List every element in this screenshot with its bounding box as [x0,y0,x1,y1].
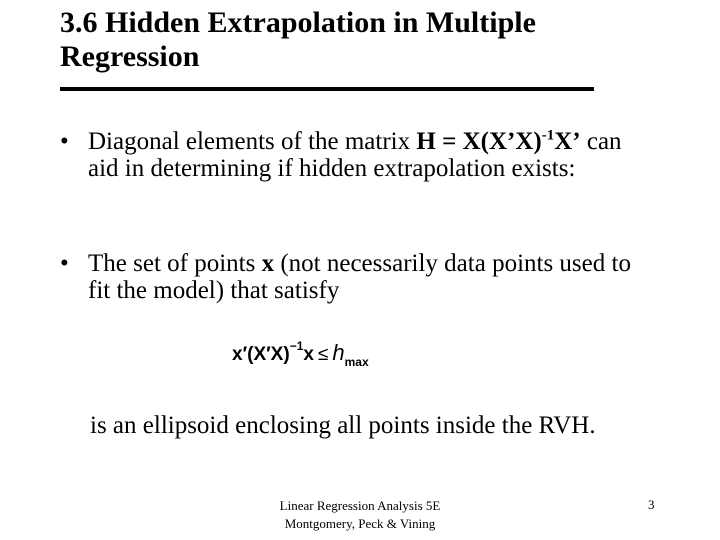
page-number: 3 [648,497,655,512]
bullet-text-2 [88,250,648,304]
formula-lhs: x′(X′X) [232,344,290,365]
bullet-2-rest: (not necessarily data points used to fit the model) that satisfy [88,250,631,304]
slide-title-line-2: Regression [60,40,200,73]
bullet-marker: • [60,128,69,155]
hat-matrix-exponent: -1 [541,127,555,144]
slide-title-line-1: 3.6 Hidden Extrapolation in Multiple [60,6,536,39]
formula-subscript: max [344,355,369,369]
formula-exponent: −1 [289,339,304,353]
ellipsoid-formula [232,340,369,369]
footer-line-2: Montgomery, Peck & Vining [284,516,436,531]
footer-line-1: Linear Regression Analysis 5E [279,498,441,513]
title-underline [60,87,594,91]
formula-x: x [303,344,314,365]
bold-x: x [261,250,275,277]
slide-title [60,6,680,74]
bullet-marker: • [60,250,69,277]
footer-citation [240,497,480,533]
bullet-2-continuation: is an ellipsoid enclosing all points inside the RVH. [90,412,596,439]
hat-matrix-tail: X’ [554,128,581,155]
bullet-text-1 [88,128,648,182]
bullet-2-prefix: The set of points [88,250,262,277]
hat-matrix-expression: H = X(X’X) [416,128,542,155]
formula-h: h [332,340,345,365]
bullet-1-prefix: Diagonal elements of the matrix [88,128,417,155]
formula-leq: ≤ [317,344,329,365]
bullet-1-rest: can aid in determining if hidden extrapolation exists: [88,128,622,182]
